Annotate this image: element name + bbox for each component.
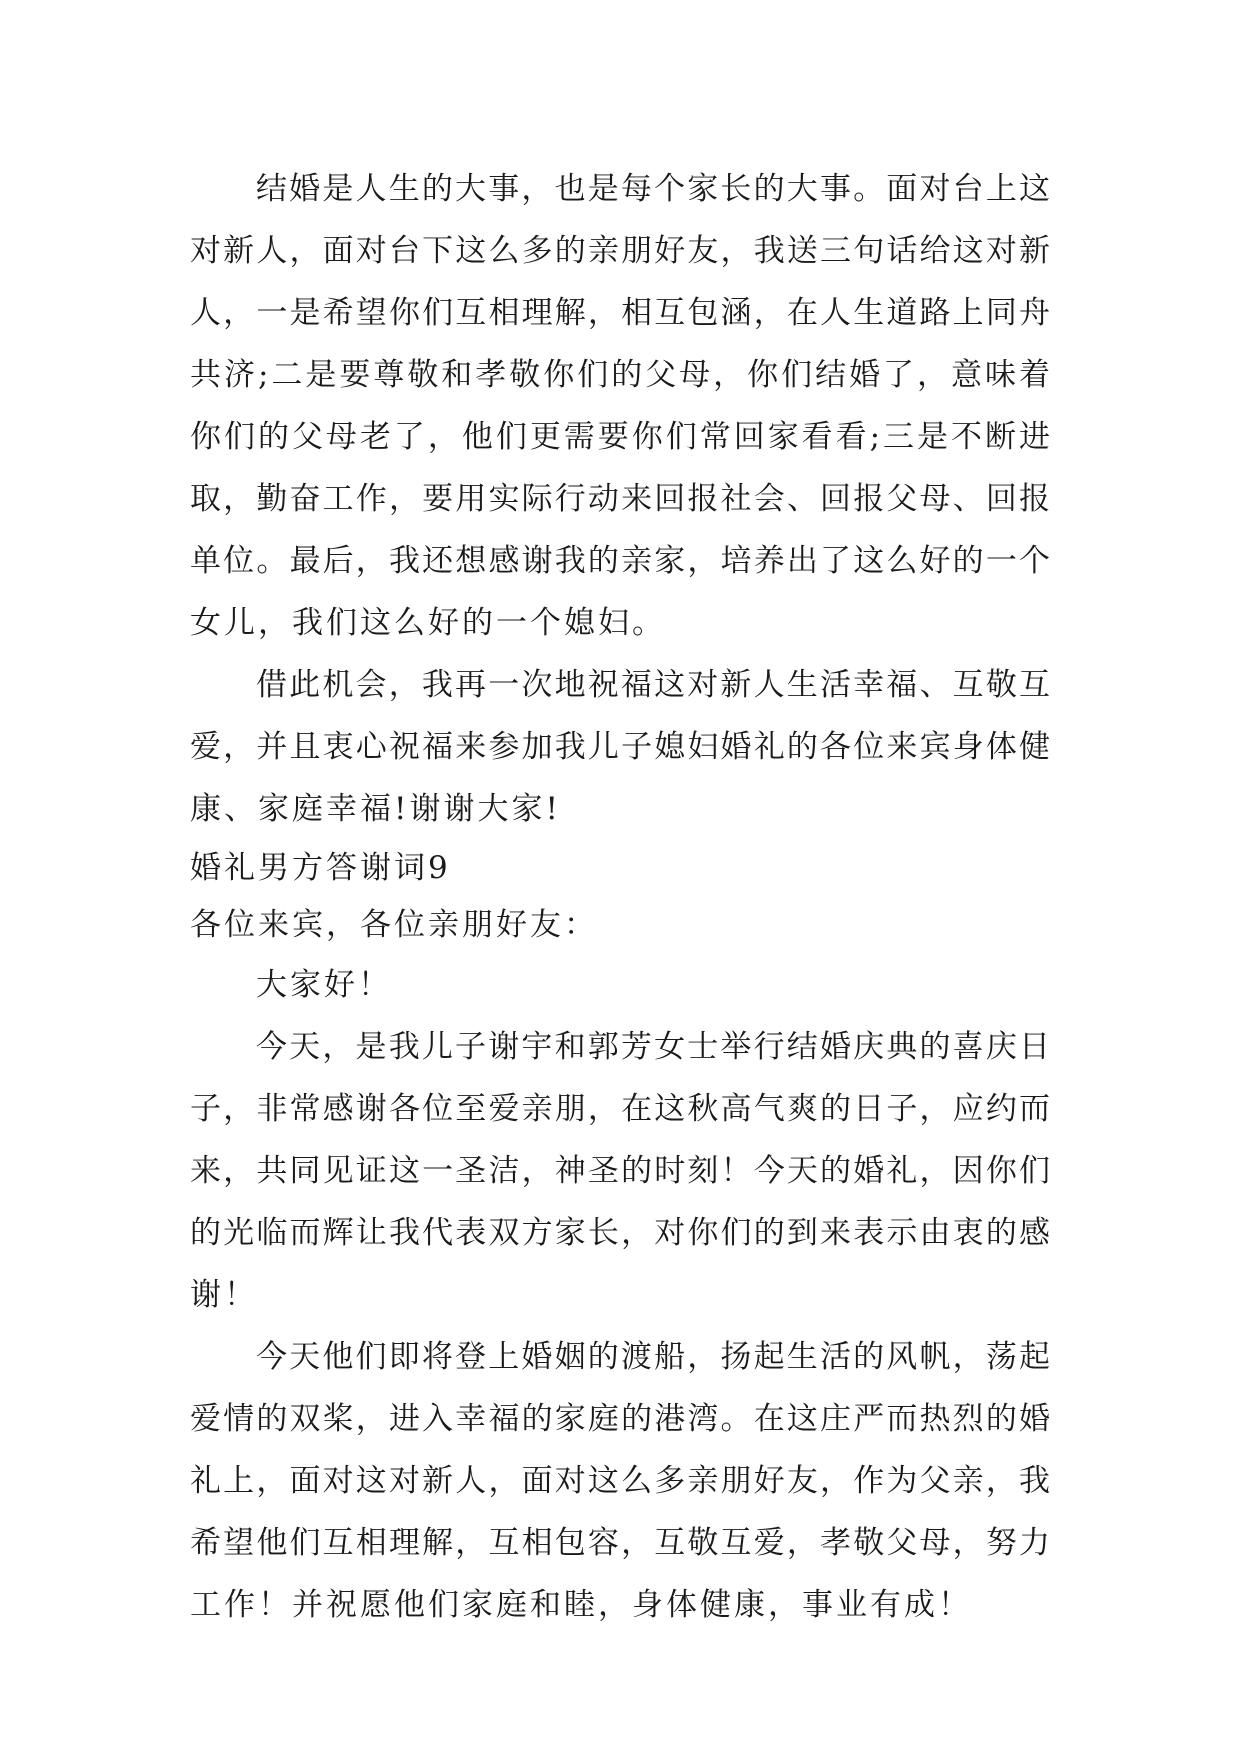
text-line: 你们的父母老了，他们更需要你们常回家看看;三是不断进 bbox=[190, 419, 1050, 455]
text-line: 今天，是我儿子谢宇和郭芳女士举行结婚庆典的喜庆日 bbox=[256, 1029, 1050, 1065]
text-line: 结婚是人生的大事，也是每个家长的大事。面对台上这 bbox=[256, 171, 1050, 207]
text-line: 对新人，面对台下这么多的亲朋好友，我送三句话给这对新 bbox=[190, 233, 1050, 269]
text-line: 取，勤奋工作，要用实际行动来回报社会、回报父母、回报 bbox=[190, 481, 1050, 517]
text-line: 单位。最后，我还想感谢我的亲家，培养出了这么好的一个 bbox=[190, 543, 1050, 579]
text-line: 借此机会，我再一次地祝福这对新人生活幸福、互敬互 bbox=[256, 667, 1050, 703]
paragraph-blessing bbox=[190, 654, 1050, 840]
text-line: 希望他们互相理解，互相包容，互敬互爱，孝敬父母，努力 bbox=[190, 1525, 1050, 1561]
text-line: 女儿，我们这么好的一个媳妇。 bbox=[190, 605, 666, 641]
text-line: 爱情的双桨，进入幸福的家庭的港湾。在这庄严而热烈的婚 bbox=[190, 1401, 1050, 1437]
paragraph-wedding-day bbox=[190, 1016, 1050, 1326]
text-line: 工作！并祝愿他们家庭和睦，身体健康，事业有成！ bbox=[190, 1587, 972, 1623]
paragraph-hopes bbox=[190, 1326, 1050, 1636]
text-line: 康、家庭幸福!谢谢大家! bbox=[190, 791, 561, 827]
text-line: 礼上，面对这对新人，面对这么多亲朋好友，作为父亲，我 bbox=[190, 1463, 1050, 1499]
greeting: 大家好！ bbox=[256, 967, 392, 1003]
text-line: 子，非常感谢各位至爱亲朋，在这秋高气爽的日子，应约而 bbox=[190, 1091, 1050, 1127]
text-line: 来，共同见证这一圣洁，神圣的时刻！今天的婚礼，因你们 bbox=[190, 1153, 1050, 1189]
paragraph-marriage-big-event bbox=[190, 158, 1050, 654]
document-page bbox=[190, 158, 1050, 1636]
text-line: 共济;二是要尊敬和孝敬你们的父母，你们结婚了，意味着 bbox=[190, 357, 1050, 393]
text-line: 爱，并且衷心祝福来参加我儿子媳妇婚礼的各位来宾身体健 bbox=[190, 729, 1050, 765]
text-line: 今天他们即将登上婚姻的渡船，扬起生活的风帆，荡起 bbox=[256, 1339, 1050, 1375]
salutation: 各位来宾，各位亲朋好友： bbox=[190, 907, 598, 943]
text-line: 的光临而辉让我代表双方家长，对你们的到来表示由衷的感 bbox=[190, 1215, 1050, 1251]
text-line: 谢！ bbox=[190, 1277, 258, 1313]
section-heading: 婚礼男方答谢词9 bbox=[190, 850, 451, 886]
text-line: 人，一是希望你们互相理解，相互包涵，在人生道路上同舟 bbox=[190, 295, 1050, 331]
